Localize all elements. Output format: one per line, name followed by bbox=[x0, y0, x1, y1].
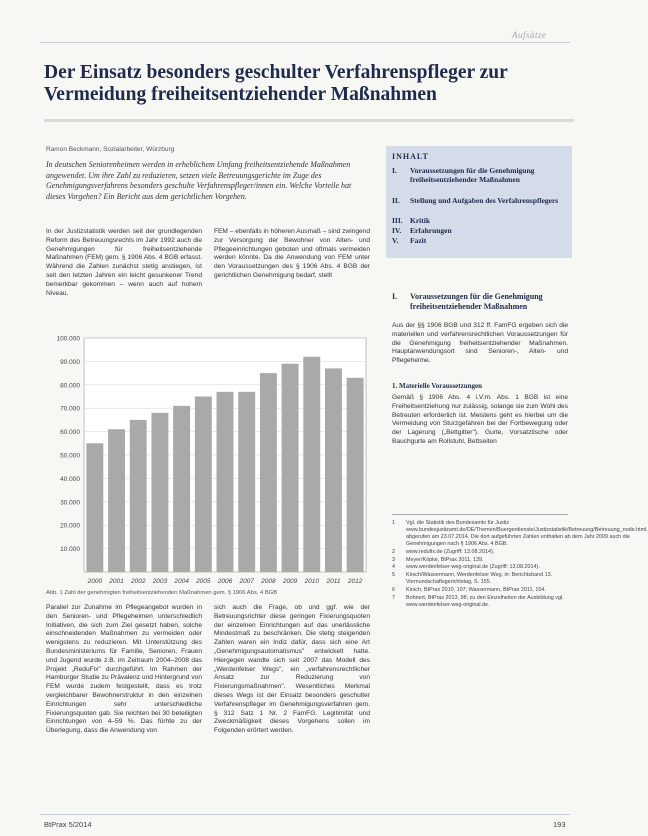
author-line: Ramon Beckmann, Sozialarbeiter, Würzburg bbox=[46, 146, 175, 153]
bar bbox=[238, 392, 255, 572]
y-tick-label: 60.000 bbox=[60, 429, 80, 437]
bar bbox=[217, 392, 234, 572]
footnote-text: Vgl. die Statistik des Bundesamts für Justiz www.bundesjustizamt.de/DE/Themen/Buergerdienste/Justizstatistik/Betreuung/Betreuung_node.html, abgerufen am 23.07.2014. Die dort aufgeführten Zahlen enthalten ab dem Jahr 2009 auch die Genehmigungen nach § 1906 Abs. 4 BGB. bbox=[406, 520, 648, 547]
toc-item-number: III. bbox=[392, 216, 403, 225]
body-column-4: Parallel zur Zunahme im Pflegeangebot wurden in den Senioren- und Pflegeheimen unterschiedlich Initiativen, die sich zum Ziel gesetzt haben, solche einschneidenden Maßnahmen zu vermeiden oder wenigstens zu reduzieren. Mit Unterstützung des Bundesministeriums für Familie, Senioren, Frauen und Jugend wurde z.B. im Zeitraum 2004–2008 das Projekt „ReduFix" durchgeführt. Im Rahmen der Hamburger Studie zu Prävalenz und Hintergrund von FEM wurde zudem festgestellt, dass es trotz vergleichbarer Bewohnerstruktur in den einzelnen Einrichtungen sehr unterschiedliche Fixierungsquoten gab. Sie reichten bei 30 beteiligten Einrichtungen von 4–59 %. Das fürhte zu der Überlegung, dass die Anwendung von bbox=[46, 604, 202, 735]
footnote-text: Kirsch/Wassermann, Werdenfelser Weg, in: Berichtsband 13. Vormundschaftsgerichtstag, S. 155. bbox=[406, 572, 553, 586]
section-number: I. bbox=[392, 292, 398, 301]
title-divider bbox=[44, 119, 574, 122]
footnotes-divider bbox=[392, 514, 568, 515]
toc-item bbox=[392, 166, 568, 184]
bar bbox=[195, 397, 212, 573]
toc-item-label: Stellung und Aufgaben des Verfahrenspflegers bbox=[410, 196, 559, 205]
footnote-number: 5 bbox=[392, 572, 395, 579]
footnote-text: www.redufix.de (Zugriff: 13.08.2014). bbox=[406, 548, 495, 555]
footnote-text: www.werdenfelser-weg-original.de (Zugriff: 13.08.2014). bbox=[406, 564, 540, 571]
toc-item-label: Voraussetzungen für die Genehmigung freiheitsentziehender Maßnahmen bbox=[410, 166, 535, 184]
bar bbox=[151, 413, 168, 572]
footnote bbox=[392, 587, 570, 594]
footnote-number: 1 bbox=[392, 520, 395, 526]
footnote-number: 2 bbox=[392, 548, 395, 555]
chart-caption: Abb. 1 Zahl der genehmigten freiheitsentziehenden Maßnahmen gem. § 1906 Abs. 4 BGB bbox=[46, 590, 278, 596]
section-tag: Aufsätze bbox=[512, 30, 547, 40]
y-tick-label: 40.000 bbox=[60, 475, 80, 483]
footnote bbox=[392, 549, 570, 556]
bar-chart bbox=[44, 332, 374, 598]
toc-item-label: Erfahrungen bbox=[410, 226, 452, 235]
footnote-number: 7 bbox=[392, 595, 395, 602]
y-tick-label: 10.000 bbox=[60, 546, 80, 554]
footnote-text: Bohnert, BtPrax 2013, 98; zu den Einzelheiten der Ausbildung vgl. www.werdenfelser-weg-original.de. bbox=[406, 595, 564, 608]
footnote-number: 6 bbox=[392, 587, 395, 594]
toc-item-number: II. bbox=[392, 196, 400, 205]
body-column-1: In der Justizstatistik werden seit der grundlegenden Reform des Betreuungsrechts im Jahr 1992 auch die Genehmigungen für freiheitsentziehende Maßnahmen (FEM) gem. § 1906 Abs. 4 BGB erfasst. Während die Zahlen zunächst stetig anstiegen, ist seit den letzten Jahren ein leicht gesunkener Trend bemerkbar gekommen – wenn auch auf hohem Niveau. bbox=[46, 228, 202, 297]
x-tick-label: 2002 bbox=[130, 578, 146, 585]
toc-item-number: V. bbox=[392, 236, 399, 245]
journal-issue: BtPrax 5/2014 bbox=[44, 820, 92, 829]
y-tick-label: 90.000 bbox=[60, 358, 80, 366]
bar bbox=[260, 373, 277, 572]
chart-svg bbox=[44, 332, 374, 590]
y-tick-label: 50.000 bbox=[60, 452, 80, 460]
footnotes bbox=[392, 520, 648, 610]
y-tick-label: 100.000 bbox=[56, 335, 80, 343]
top-rule bbox=[40, 42, 570, 43]
section-1-heading bbox=[392, 292, 568, 311]
bar bbox=[86, 443, 103, 572]
x-tick-label: 2005 bbox=[196, 578, 211, 585]
x-tick-label: 2009 bbox=[282, 578, 298, 585]
y-tick-label: 30.000 bbox=[60, 499, 80, 507]
y-tick-label: 20.000 bbox=[60, 522, 80, 530]
body-column-2: FEM – ebenfalls in höheren Ausmaß – sind zwingend zur Versorgung der Bewohner von Alten- und Pflegeeinrichtungen geboten und oftmals vermeiden werden könnte. Da die Anwendung von FEM unter den Voraussetzungen des § 1906 Abs. 4 BGB der gerichtlichen Genehmigung bedarf, stellt bbox=[214, 228, 370, 279]
toc-item bbox=[392, 236, 568, 245]
y-tick-label: 80.000 bbox=[60, 382, 80, 390]
article-title: Der Einsatz besonders geschulter Verfahrenspfleger zur Vermeidung freiheitsentziehender Maßnahmen bbox=[44, 62, 508, 105]
toc-item-number: IV. bbox=[392, 226, 402, 235]
footnote bbox=[392, 595, 570, 609]
x-tick-label: 2003 bbox=[152, 578, 168, 585]
footnote-number: 3 bbox=[392, 556, 395, 563]
article-intro: In deutschen Seniorenheimen werden in erheblichem Umfang freiheitsentziehende Maßnahmen angewendet. Um ihre Zahl zu reduzieren, setzen viele Betreuungsgerichte im Zuge des Genehmigungsverfahrens besonders geschulte Verfahrenspfleger/innen ein. Welche Vorteile hat dieses Vorgehen? Ein Bericht aus dem gerichtlichen Vorgehen. bbox=[46, 160, 352, 201]
footer-rule bbox=[40, 814, 570, 815]
bar bbox=[347, 378, 364, 572]
footnote-text: Kirsch, BtPrax 2010, 107; Wassermann, BtPrax 2011, 154. bbox=[406, 587, 546, 594]
toc-item bbox=[392, 216, 568, 225]
footnote bbox=[392, 520, 648, 548]
toc-heading: INHALT bbox=[392, 152, 429, 161]
subsection-text: Gemäß § 1906 Abs. 4 i.V.m. Abs. 1 BGB ist eine Freiheitsentziehung nur zulässig, solange sie zum Wohl des Betreuten erforderlich ist. Meistens geht es hierbei um die Vermeidung von Sturzgefahren bei der Fortbewegung oder der Lagerung („Bettgitter"). Gurte, Vorsatztische oder Bauchgurte am Rollstuhl, Bettseiten bbox=[392, 394, 568, 445]
toc-item-label: Kritik bbox=[410, 216, 430, 225]
bar bbox=[282, 364, 299, 572]
section-1-text: Aus der §§ 1906 BGB und 312 ff. FamFG ergeben sich die materiellen und verfahrensrechtlichen Voraussetzungen für die Genehmigung freiheitsentziehender Maßnahmen. Hauptanwendungsort sind Senioren-, Alten- und Pflegeheime. bbox=[392, 322, 568, 365]
footnote bbox=[392, 564, 570, 571]
body-column-5: sich auch die Frage, ob und ggf. wie der Betreuungsrichter diese geringen Fixierungsquoten der einzelnen Einrichtungen auf das unerlässliche Mindestmaß zu beschränken. Die stetig steigenden Zahlen waren ein Indiz dafür, dass sich eine Art „Genehmigungsautomatismus" entwickelt hatte. Hiergegen wandte sich seit 2007 das Modell des „Werdenfelser Wegs", ein „verfahrensrechtlicher Ansatz zur Reduzierung von Fixierungsmaßnahmen". Wesentliches Merkmal dieses Wegs ist der Einsatz besonders geschulter Verfahrenspfleger im Genehmigungsverfahren gem. § 312 Satz 1 Nr. 2 FamFG. Legitimität und Zweckmäßigkeit dieses Vorgehens sollen im Folgenden erörtert werden. bbox=[214, 604, 370, 735]
bar bbox=[130, 420, 147, 572]
x-tick-label: 2007 bbox=[239, 578, 254, 585]
x-tick-label: 2012 bbox=[347, 578, 363, 585]
subsection-heading: 1. Materielle Voraussetzungen bbox=[392, 382, 483, 390]
x-tick-label: 2006 bbox=[217, 578, 233, 585]
x-tick-label: 2001 bbox=[109, 578, 124, 585]
toc-item-label: Fazit bbox=[410, 236, 427, 245]
table-of-contents-box bbox=[386, 146, 572, 258]
x-tick-label: 2010 bbox=[304, 578, 320, 585]
page-number: 193 bbox=[553, 820, 566, 829]
footnote bbox=[392, 572, 570, 586]
toc-item bbox=[392, 196, 568, 205]
x-tick-label: 2004 bbox=[174, 578, 189, 585]
toc-item-number: I. bbox=[392, 166, 397, 175]
bar bbox=[108, 429, 125, 572]
bar bbox=[173, 406, 190, 572]
y-tick-label: 70.000 bbox=[60, 405, 80, 413]
section-title: Voraussetzungen für die Genehmigung freiheitsentziehender Maßnahmen bbox=[410, 292, 543, 311]
footnote bbox=[392, 557, 570, 564]
footnote-text: Meyer/Köpke, BtPrax 2011, 139. bbox=[406, 556, 484, 563]
toc-item bbox=[392, 226, 568, 235]
footnote-number: 4 bbox=[392, 564, 395, 571]
bar bbox=[303, 357, 320, 572]
x-tick-label: 2008 bbox=[261, 578, 276, 585]
bar bbox=[325, 368, 342, 572]
x-tick-label: 2011 bbox=[326, 578, 341, 585]
x-tick-label: 2000 bbox=[87, 578, 103, 585]
